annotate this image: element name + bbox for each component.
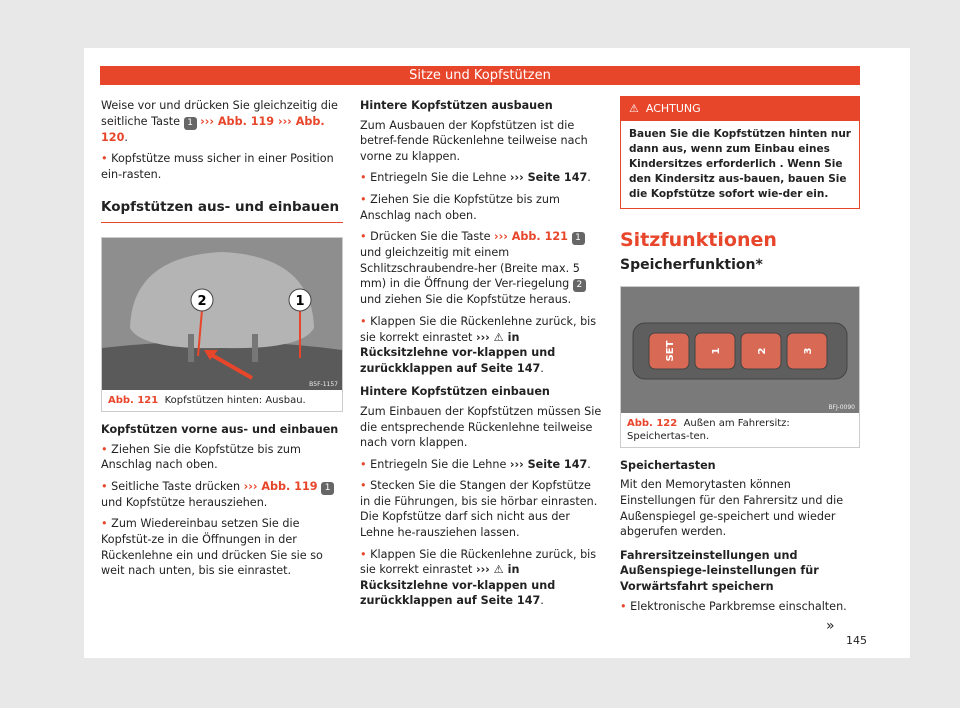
memory-buttons-illustration [621, 287, 859, 413]
paragraph: Mit den Memorytasten können Einstellungen für den Fahrersitz und die Außenspiegel ge-speichert und wieder abgerufen werden. [620, 478, 844, 539]
figure-code: B5F-1157 [309, 380, 338, 388]
subheading: Hintere Kopfstützen einbauen [360, 385, 550, 399]
warning-header: ⚠ ACHTUNG [621, 97, 859, 121]
bullet-item: • Entriegeln Sie die Lehne ››› Seite 147. [360, 457, 591, 471]
intro-paragraph: Weise vor und drücken Sie gleichzeitig die seitliche Taste 1 ››› Abb. 119 ››› Abb. 120. [101, 99, 338, 144]
bullet-item: • Entriegeln Sie die Lehne ››› Seite 147. [360, 171, 591, 185]
subheading: Kopfstützen vorne aus- und einbauen [101, 422, 339, 436]
bullet-item: • Seitliche Taste drücken ››› Abb. 119 1 und Kopfstütze herausziehen. [101, 479, 343, 511]
figure-code: BFJ-0090 [828, 403, 855, 411]
figure-callout-1: 1 [295, 293, 305, 309]
column-left [101, 98, 343, 585]
bullet-item: • Stecken Sie die Stangen der Kopfstütze in die Führungen, bis sie hörbar einrasten. Die Kopfstütze darf sich nicht aus der Lehne he-rausziehen lassen. [360, 479, 598, 540]
page-reference-link[interactable]: ››› ⚠ in Rücksitzlehne vor-klappen und zurückklappen auf Seite 147 [360, 563, 556, 608]
page-reference-link[interactable]: ››› Seite 147 [509, 171, 588, 185]
warning-text: Bauen Sie die Kopfstützen hinten nur dann aus, wenn zum Einbau eines Kindersitzes erforderlich . Wenn Sie den Kindersitz aus-bauen, bauen Sie die Kopfstütze sofort wie-der ein. [629, 127, 851, 200]
button-set: SET [665, 340, 676, 362]
chapter-title: Sitzfunktionen [620, 228, 777, 251]
bullet-item: • Ziehen Sie die Kopfstütze bis zum Anschlag nach oben. [101, 442, 301, 472]
figure-reference-link[interactable]: ››› Abb. 121 [494, 230, 568, 244]
bullet-item: • Klappen Sie die Rückenlehne zurück, bis sie korrekt einrastet ››› ⚠ in Rücksitzlehne vor-klappen und zurückklappen auf Seite 147. [360, 314, 597, 375]
figure-caption: Abb. 121 Kopfstützen hinten: Ausbau. [108, 394, 306, 406]
section-title: Kopfstützen aus- und einbauen [101, 200, 343, 223]
figure-121 [101, 237, 343, 412]
bullet-item: • Drücken Sie die Taste ››› Abb. 121 1 und gleichzeitig mit einem Schlitzschraubendre-her (Breite max. 5 mm) in die Öffnung der Ver-riegelung 2 und ziehen Sie die Kopfstütze heraus. [360, 229, 602, 308]
bullet-item: • Klappen Sie die Rückenlehne zurück, bis sie korrekt einrastet ››› ⚠ in Rücksitzlehne vor-klappen und zurückklappen auf Seite 147. [360, 547, 597, 608]
column-right [620, 98, 860, 620]
figure-reference-link[interactable]: ››› Abb. 119 [243, 479, 318, 493]
page-reference-link[interactable]: ››› Seite 147 [509, 457, 588, 471]
button-3: 3 [803, 347, 814, 355]
page-reference-link[interactable]: ››› ⚠ in Rücksitzlehne vor-klappen und zurückklappen auf Seite 147 [360, 330, 556, 375]
button-2: 2 [757, 347, 768, 355]
warning-triangle-icon: ⚠ [629, 102, 639, 115]
page-header: Sitze und Kopfstützen [100, 66, 860, 85]
bullet-item: • Zum Wiedereinbau setzen Sie die Kopfstüt-ze in die Öffnungen in der Rückenlehne ein und drücken Sie sie so weit nach unten, bis sie einrastet. [101, 517, 323, 578]
page-number: 145 [846, 634, 867, 647]
bullet-item: • Kopfstütze muss sicher in einer Position ein-rasten. [101, 152, 334, 181]
button-1: 1 [711, 347, 722, 355]
column-middle [360, 98, 602, 615]
figure-122 [620, 286, 860, 448]
warning-box [620, 96, 860, 209]
subheading: Hintere Kopfstützen ausbauen [360, 99, 553, 112]
subheading: Speichertasten [620, 458, 716, 472]
bullet-item: • Elektronische Parkbremse einschalten. [620, 599, 847, 613]
headrest-illustration [102, 238, 342, 390]
figure-caption: Abb. 122 Außen am Fahrersitz: Speichertas-ten. [627, 417, 790, 442]
subheading: Fahrersitzeinstellungen und Außenspiege-leinstellungen für Vorwärtsfahrt speichern [620, 548, 819, 593]
continue-marker: » [826, 618, 835, 634]
paragraph: Zum Einbauen der Kopfstützen müssen Sie die entsprechende Rückenlehne teilweise nach vorn klappen. [360, 404, 602, 450]
callout-1: 1 [184, 117, 197, 130]
bullet-item: • Ziehen Sie die Kopfstütze bis zum Anschlag nach oben. [360, 192, 560, 222]
figure-callout-2: 2 [197, 293, 207, 309]
section-title: Speicherfunktion* [620, 257, 763, 274]
paragraph: Zum Ausbauen der Kopfstützen ist die betref-fende Rückenlehne teilweise nach vorne zu klappen. [360, 118, 588, 163]
figure-reference-link[interactable]: ››› Abb. 119 ››› Abb. 120 [101, 114, 325, 144]
